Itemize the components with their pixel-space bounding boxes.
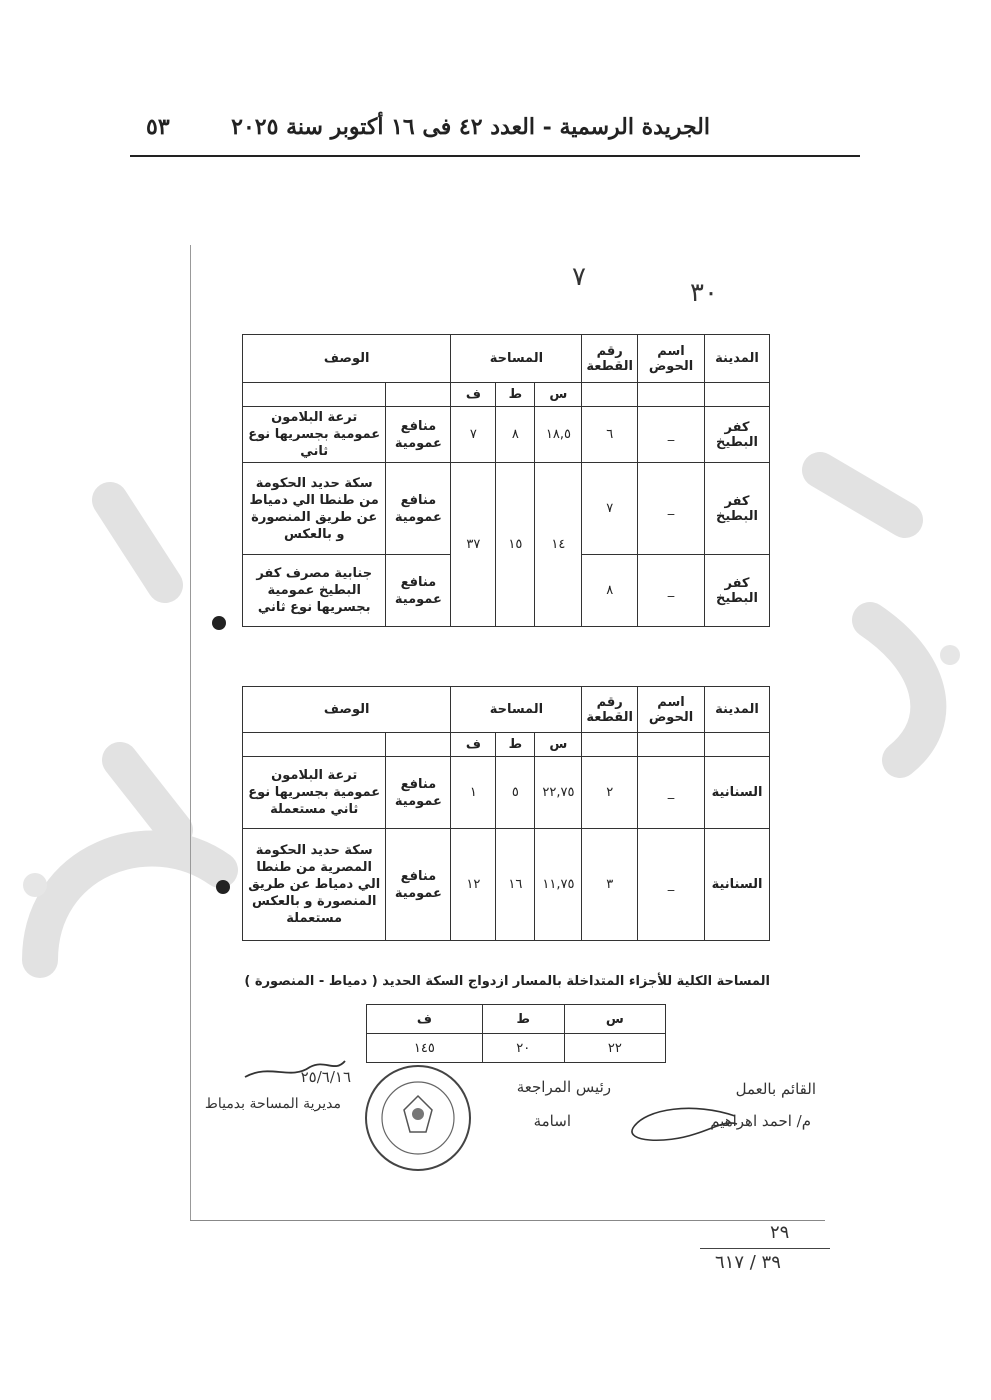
total-qirat: ٢٠	[482, 1034, 564, 1063]
signature-review-name: اسامة	[533, 1112, 571, 1130]
header-city: المدينة	[705, 687, 770, 733]
header-desc: الوصف	[243, 687, 451, 733]
total-header-qirat: ط	[482, 1005, 564, 1034]
header-feddan: ف	[451, 733, 496, 757]
signature-review-title: رئيس المراجعة	[516, 1078, 611, 1096]
cell-sahm: ١٨,٥	[535, 407, 582, 463]
cell-type: منافع عمومية	[386, 407, 451, 463]
total-area-table	[366, 1004, 666, 1063]
cell-sahm: ١٤	[535, 463, 582, 627]
cell-qirat: ٨	[496, 407, 535, 463]
table-row	[243, 757, 770, 829]
cell-type: منافع عمومية	[386, 829, 451, 941]
header-sahm: س	[535, 733, 582, 757]
signature-date: ٢٥/٦/١٦	[300, 1068, 351, 1086]
cell-basin: _	[638, 407, 705, 463]
cell-type: منافع عمومية	[386, 555, 451, 627]
cell-plot: ٨	[582, 555, 638, 627]
cell-plot: ٢	[582, 757, 638, 829]
parcels-table-2	[242, 686, 770, 941]
table-row	[243, 407, 770, 463]
header-divider	[130, 155, 860, 157]
total-header-sahm: س	[564, 1005, 665, 1034]
parcels-table-1	[242, 334, 770, 627]
cell-basin: _	[638, 829, 705, 941]
cell-desc: سكة حديد الحكومة المصرية من طنطا الي دمياط عن طريق المنصورة و بالعكس مستعملة	[243, 829, 386, 941]
cell-type: منافع عمومية	[386, 463, 451, 555]
header-city: المدينة	[705, 335, 770, 383]
signature-scribble-office	[240, 1055, 350, 1085]
page-number: ٥٣	[146, 114, 170, 140]
header-basin: اسم الحوض	[638, 335, 705, 383]
header-basin: اسم الحوض	[638, 687, 705, 733]
header-plot: رقم القطعة	[582, 335, 638, 383]
side-handwritten-mark: ٣٠	[690, 278, 718, 308]
cell-desc: ترعة البلامون عمومية بجسريها نوع ثاني مستعملة	[243, 757, 386, 829]
signature-scribble-worker	[625, 1098, 745, 1148]
cell-basin: _	[638, 463, 705, 555]
cell-basin: _	[638, 757, 705, 829]
cell-city: السنانية	[705, 757, 770, 829]
cell-qirat: ١٥	[496, 463, 535, 627]
header-area: المساحة	[451, 335, 582, 383]
cell-basin: _	[638, 555, 705, 627]
header-qirat: ط	[496, 383, 535, 407]
gazette-title: الجريدة الرسمية - العدد ٤٢ فى ١٦ أكتوبر سنة ٢٠٢٥	[231, 114, 710, 140]
signature-worker-name: م/ احمد اهراهيم	[710, 1112, 811, 1130]
cell-plot: ٣	[582, 829, 638, 941]
footer-fraction-line	[700, 1248, 830, 1249]
official-seal-stamp	[362, 1062, 474, 1174]
cell-qirat: ١٦	[496, 829, 535, 941]
cell-feddan: ١٢	[451, 829, 496, 941]
header-plot: رقم القطعة	[582, 687, 638, 733]
signature-office: مديرية المساحة بدمياط	[204, 1096, 341, 1112]
cell-type: منافع عمومية	[386, 757, 451, 829]
cell-plot: ٦	[582, 407, 638, 463]
table-row	[243, 463, 770, 555]
cell-city: كفر البطيخ	[705, 463, 770, 555]
table-row	[243, 829, 770, 941]
cell-sahm: ٢٢,٧٥	[535, 757, 582, 829]
header-area: المساحة	[451, 687, 582, 733]
header-qirat: ط	[496, 733, 535, 757]
scan-border-bottom	[190, 1220, 825, 1221]
cell-desc: جنابية مصرف كفر البطيخ عمومية بجسريها نوع ثاني	[243, 555, 386, 627]
total-feddan: ١٤٥	[367, 1034, 483, 1063]
cell-sahm: ١١,٧٥	[535, 829, 582, 941]
cell-feddan: ٧	[451, 407, 496, 463]
cell-qirat: ٥	[496, 757, 535, 829]
total-area-caption: المساحة الكلية للأجزاء المتداخلة بالمسار ازدواج السكة الحديد ( دمياط - المنصورة )	[244, 974, 770, 989]
cell-feddan: ٣٧	[451, 463, 496, 627]
cell-city: كفر البطيخ	[705, 407, 770, 463]
punch-hole	[216, 880, 230, 894]
footer-number-top: ٢٩	[770, 1222, 790, 1243]
signature-worker-title: القائم بالعمل	[735, 1080, 816, 1098]
page-header	[130, 112, 860, 152]
total-header-feddan: ف	[367, 1005, 483, 1034]
footer-number-bottom: ٣٩ / ٦١٧	[715, 1252, 781, 1273]
cell-city: كفر البطيخ	[705, 555, 770, 627]
cell-feddan: ١	[451, 757, 496, 829]
header-sahm: س	[535, 383, 582, 407]
header-feddan: ف	[451, 383, 496, 407]
total-sahm: ٢٢	[564, 1034, 665, 1063]
cell-plot: ٧	[582, 463, 638, 555]
cell-city: السنانية	[705, 829, 770, 941]
cell-desc: سكة حديد الحكومة من طنطا الي دمياط عن طريق المنصورة و بالعكس	[243, 463, 386, 555]
header-desc: الوصف	[243, 335, 451, 383]
top-handwritten-mark: ٧	[572, 262, 586, 292]
cell-desc: ترعة البلامون عمومية بجسريها نوع ثاني	[243, 407, 386, 463]
punch-hole	[212, 616, 226, 630]
scan-border-left	[190, 245, 191, 1220]
